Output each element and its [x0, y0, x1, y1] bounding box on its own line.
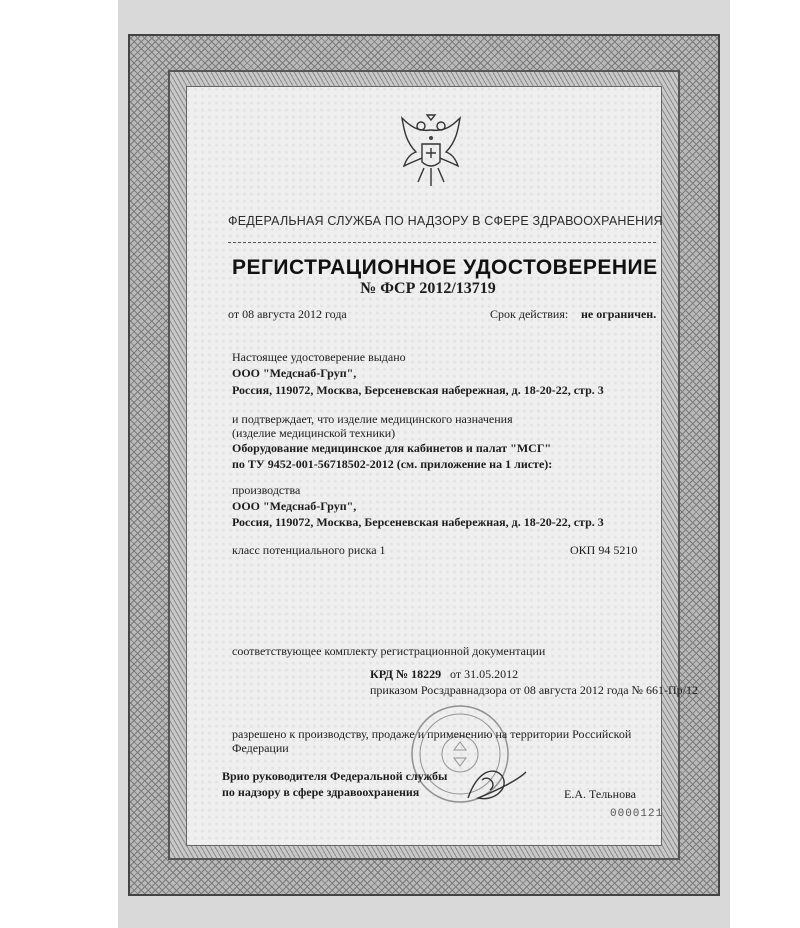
confirms-line-1: и подтверждает, что изделие медицинского назначения — [232, 412, 513, 426]
order-reference: приказом Росздравнадзора от 08 августа 2012 года № 661-Пр/12 — [370, 683, 698, 697]
validity-value: не ограничен. — [581, 307, 657, 321]
permission-line-2: Федерации — [232, 741, 289, 755]
issue-date: от 08 августа 2012 года — [228, 307, 347, 321]
validity-label: Срок действия: — [490, 307, 569, 321]
conformity-statement: соответствующее комплекту регистрационной документации — [232, 644, 546, 658]
risk-class: класс потенциального риска 1 — [232, 543, 386, 557]
manufacturer-address: Россия, 119072, Москва, Берсеневская набережная, д. 18-20-22, стр. 3 — [232, 515, 604, 529]
header-divider — [228, 242, 656, 243]
signatory-title-line-2: по надзору в сфере здравоохранения — [222, 785, 420, 799]
certificate-number: № ФСР 2012/13719 — [360, 280, 496, 297]
issued-address: Россия, 119072, Москва, Берсеневская набережная, д. 18-20-22, стр. 3 — [232, 383, 604, 397]
confirms-line-2: (изделие медицинской техники) — [232, 426, 396, 440]
form-serial-number: 0000121 — [610, 808, 664, 820]
agency-header: ФЕДЕРАЛЬНАЯ СЛУЖБА ПО НАДЗОРУ В СФЕРЕ ЗДРАВООХРАНЕНИЯ — [228, 214, 663, 228]
product-name: Оборудование медицинское для кабинетов и палат "МСГ" — [232, 441, 552, 455]
krd-number: КРД № 18229 — [370, 667, 442, 681]
manufacturer-organization: ООО "Медснаб-Груп", — [232, 499, 357, 513]
issued-intro: Настоящее удостоверение выдано — [232, 350, 406, 364]
product-specification: по ТУ 9452-001-56718502-2012 (см. приложение на 1 листе): — [232, 457, 553, 471]
double-headed-eagle-emblem-icon — [396, 112, 466, 192]
issued-organization: ООО "Медснаб-Груп", — [232, 366, 357, 380]
okp-code: ОКП 94 5210 — [570, 543, 638, 557]
signatory-name: Е.А. Тельнова — [564, 787, 636, 801]
permission-line-1: разрешено к производству, продаже и применению на территории Российской — [232, 727, 632, 741]
certificate-title: РЕГИСТРАЦИОННОЕ УДОСТОВЕРЕНИЕ — [232, 256, 658, 279]
signatory-title-line-1: Врио руководителя Федеральной службы — [222, 769, 448, 783]
official-stamp-seal-icon — [398, 700, 528, 818]
manufacturer-label: производства — [232, 483, 301, 497]
krd-date: от 31.05.2012 — [450, 667, 519, 681]
